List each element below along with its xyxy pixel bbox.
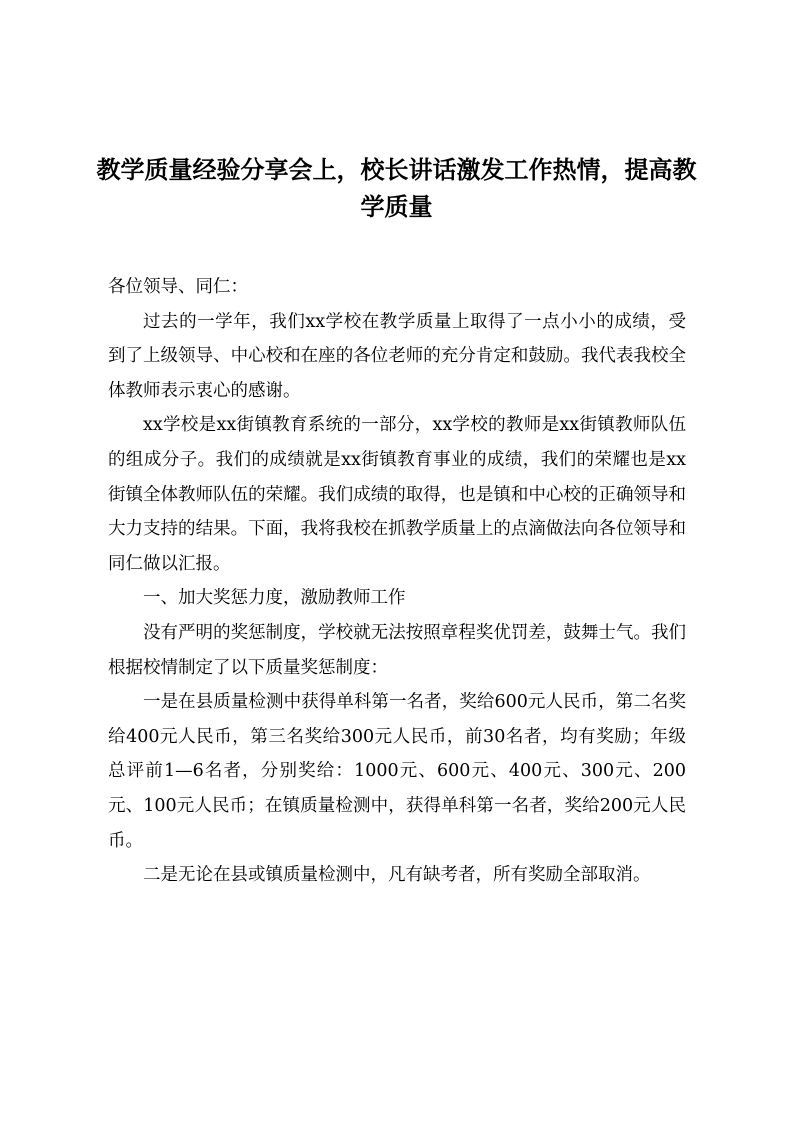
- paragraph-intro: 过去的一学年，我们xx学校在教学质量上取得了一点小小的成绩，受到了上级领导、中心校和在座的各位老师的充分肯定和鼓励。我代表我校全体教师表示衷心的感谢。: [108, 311, 686, 401]
- document-title: 教学质量经验分享会上，校长讲话激发工作热情，提高教学质量: [96, 156, 697, 221]
- paragraph-context: xx学校是xx街镇教育系统的一部分，xx学校的教师是xx街镇教师队伍的组成分子。我们的成绩就是xx街镇教育事业的成绩，我们的荣耀也是xx街镇全体教师队伍的荣耀。我们成绩的取得，也是镇和中心校的正确领导和大力支持的结果。下面，我将我校在抓教学质量上的点滴做法向各位领导和同仁做以汇报。: [108, 415, 686, 574]
- paragraph-rule-two: 二是无论在县或镇质量检测中，凡有缺考者，所有奖励全部取消。: [143, 865, 651, 886]
- paragraph-rule-one: 一是在县质量检测中获得单科第一名者，奖给600元人民币，第二名奖给400元人民币，第三名奖给300元人民币，前30名者，均有奖励；年级总评前1—6名者，分别奖给：1000元、600元、400元、300元、200元、100元人民币；在镇质量检测中，获得单科第一名者，奖给200元人民币。: [108, 692, 686, 851]
- section-heading: 一、加大奖惩力度，激励教师工作: [143, 588, 406, 609]
- document-body: [108, 270, 686, 893]
- greeting: 各位领导、同仁：: [108, 277, 248, 297]
- paragraph-rewards-intro: 没有严明的奖惩制度，学校就无法按照章程奖优罚差，鼓舞士气。我们根据校情制定了以下质量奖惩制度：: [108, 622, 686, 678]
